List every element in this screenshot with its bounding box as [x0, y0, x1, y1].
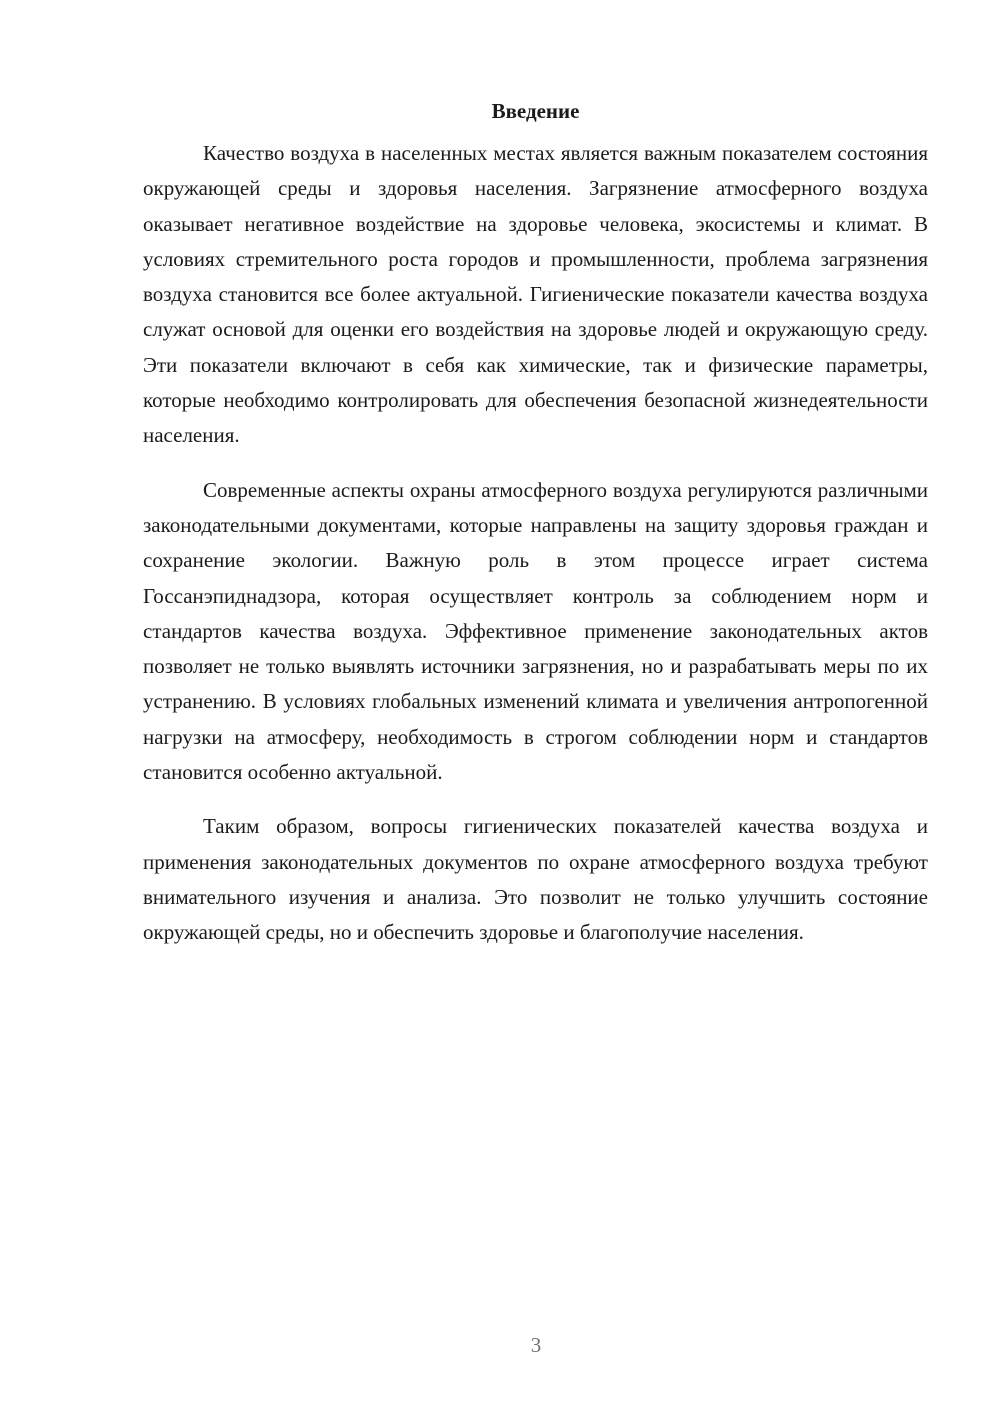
- page-content: [143, 96, 928, 970]
- paragraph-3: Таким образом, вопросы гигиенических показателей качества воздуха и применения законодательных документов по охране атмосферного воздуха требуют внимательного изучения и анализа. Это позволит не только улучшить состояние окружающей среды, но и обеспечить здоровье и благополучие населения.: [143, 814, 928, 945]
- page-number: 3: [530, 1333, 542, 1357]
- section-title: Введение: [491, 99, 580, 123]
- paragraph-1: Качество воздуха в населенных местах является важным показателем состояния окружающей среды и здоровья населения. Загрязнение атмосферного воздуха оказывает негативное воздействие на здоровье человека, экосистемы и климат. В условиях стремительного роста городов и промышленности, проблема загрязнения воздуха становится все более актуальной. Гигиенические показатели качества воздуха служат основой для оценки его воздействия на здоровье людей и окружающую среду. Эти показатели включают в себя как химические, так и физические параметры, которые необходимо контролировать для обеспечения безопасной жизнедеятельности населения.: [143, 141, 928, 448]
- paragraph-2: Современные аспекты охраны атмосферного воздуха регулируются различными законодательными документами, которые направлены на защиту здоровья граждан и сохранение экологии. Важную роль в этом процессе играет система Госсанэпиднадзора, которая осуществляет контроль за соблюдением норм и стандартов качества воздуха. Эффективное применение законодательных актов позволяет не только выявлять источники загрязнения, но и разрабатывать меры по их устранению. В условиях глобальных изменений климата и увеличения антропогенной нагрузки на атмосферу, необходимость в строгом соблюдении норм и стандартов становится особенно актуальной.: [143, 477, 928, 785]
